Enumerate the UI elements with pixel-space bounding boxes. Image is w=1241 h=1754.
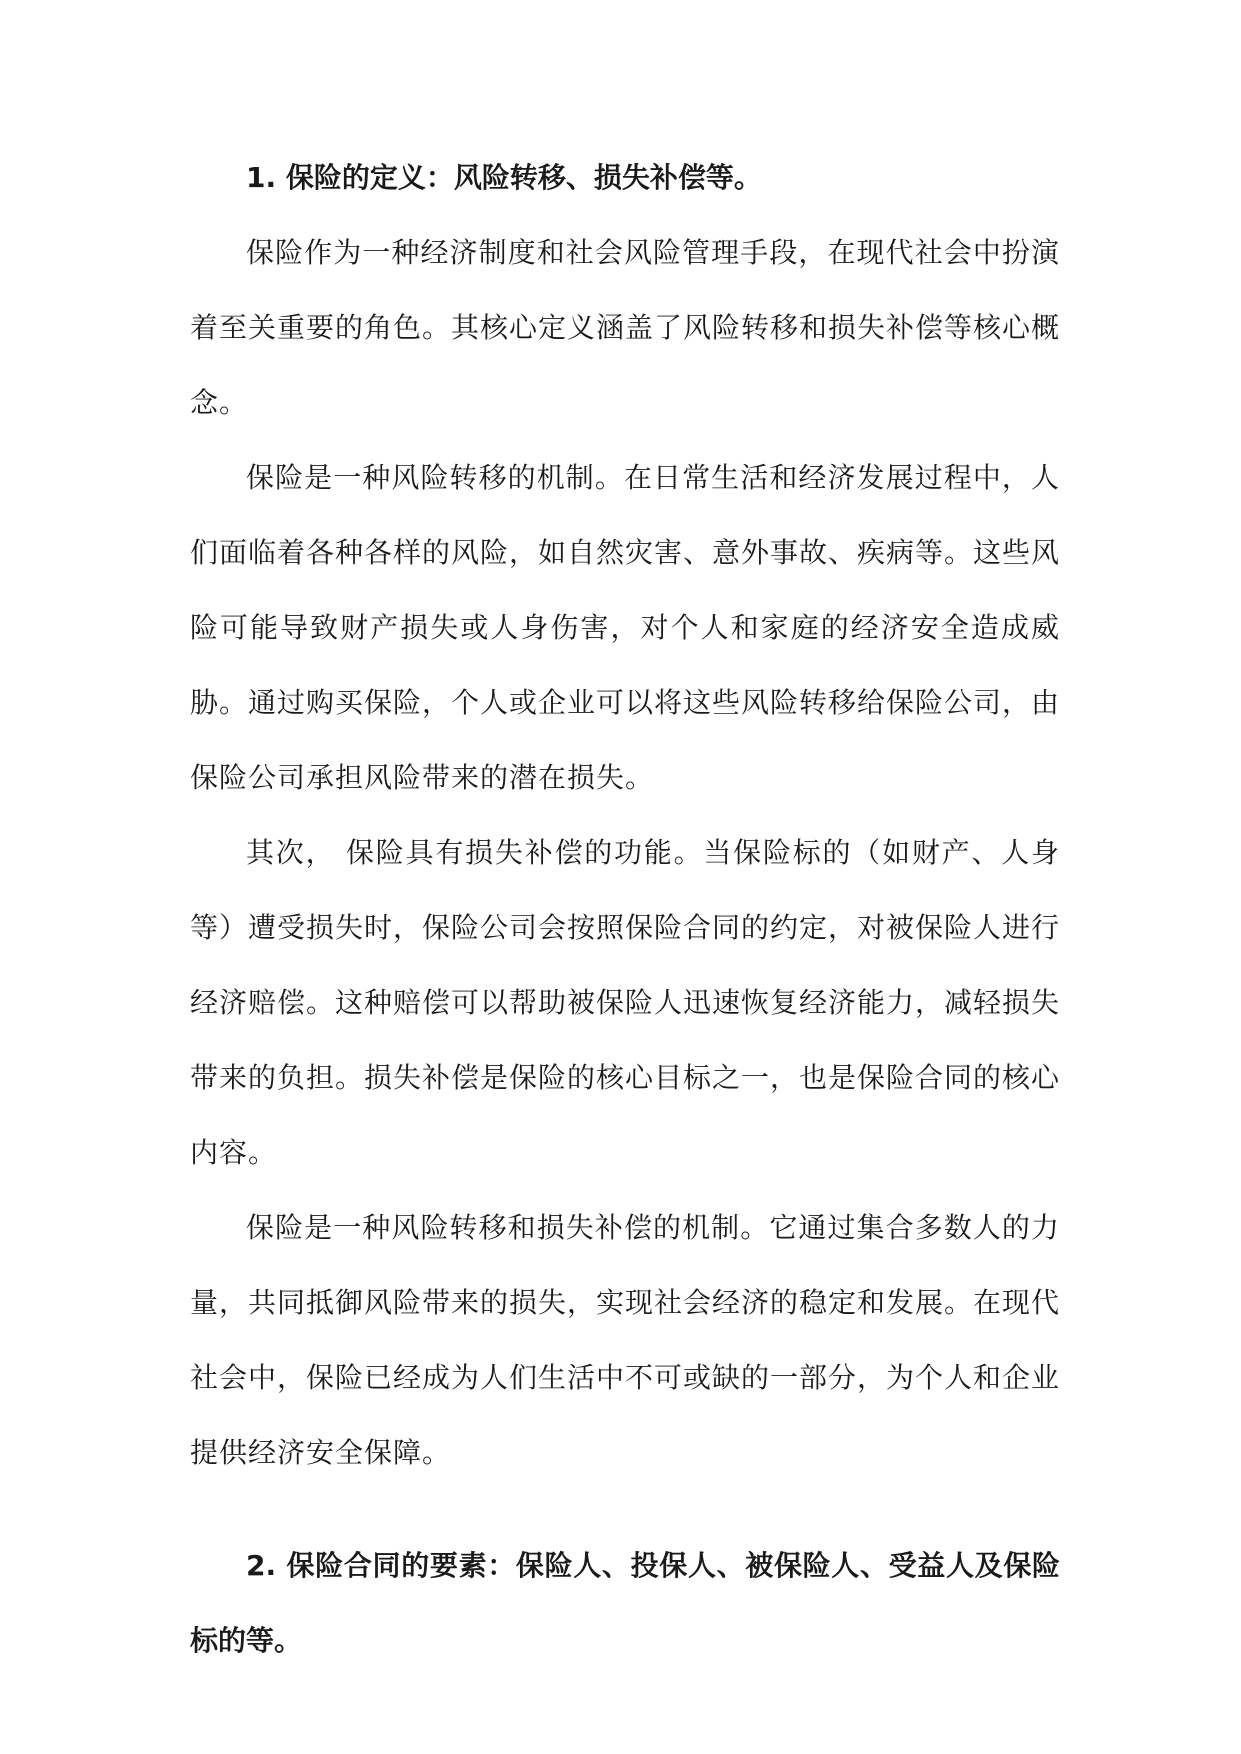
section-1-paragraph-1: 保险作为一种经济制度和社会风险管理手段，在现代社会中扮演着至关重要的角色。其核心定义涵盖了风险转移和损失补偿等核心概念。 (190, 236, 1061, 419)
section-1-paragraph-3: 其次， 保险具有损失补偿的功能。当保险标的（如财产、人身等）遭受损失时，保险公司会按照保险合同的约定，对被保险人进行经济赔偿。这种赔偿可以帮助被保险人迅速恢复经济能力，减轻损失带来的负担。损失补偿是保险的核心目标之一，也是保险合同的核心内容。 (190, 836, 1061, 1169)
section-1-paragraph-2: 保险是一种风险转移的机制。在日常生活和经济发展过程中，人们面临着各种各样的风险，如自然灾害、意外事故、疾病等。这些风险可能导致财产损失或人身伤害，对个人和家庭的经济安全造成威胁。通过购买保险，个人或企业可以将这些风险转移给保险公司，由保险公司承担风险带来的潜在损失。 (190, 461, 1061, 794)
document-page (190, 140, 1060, 1678)
section-2-heading: 2. 保险合同的要素：保险人、投保人、被保险人、受益人及保险标的等。 (190, 1549, 1060, 1657)
section-1-paragraph-4: 保险是一种风险转移和损失补偿的机制。它通过集合多数人的力量，共同抵御风险带来的损失，实现社会经济的稳定和发展。在现代社会中，保险已经成为人们生活中不可或缺的一部分，为个人和企业提供经济安全保障。 (190, 1211, 1061, 1469)
section-1-heading: 1. 保险的定义：风险转移、损失补偿等。 (246, 161, 762, 194)
